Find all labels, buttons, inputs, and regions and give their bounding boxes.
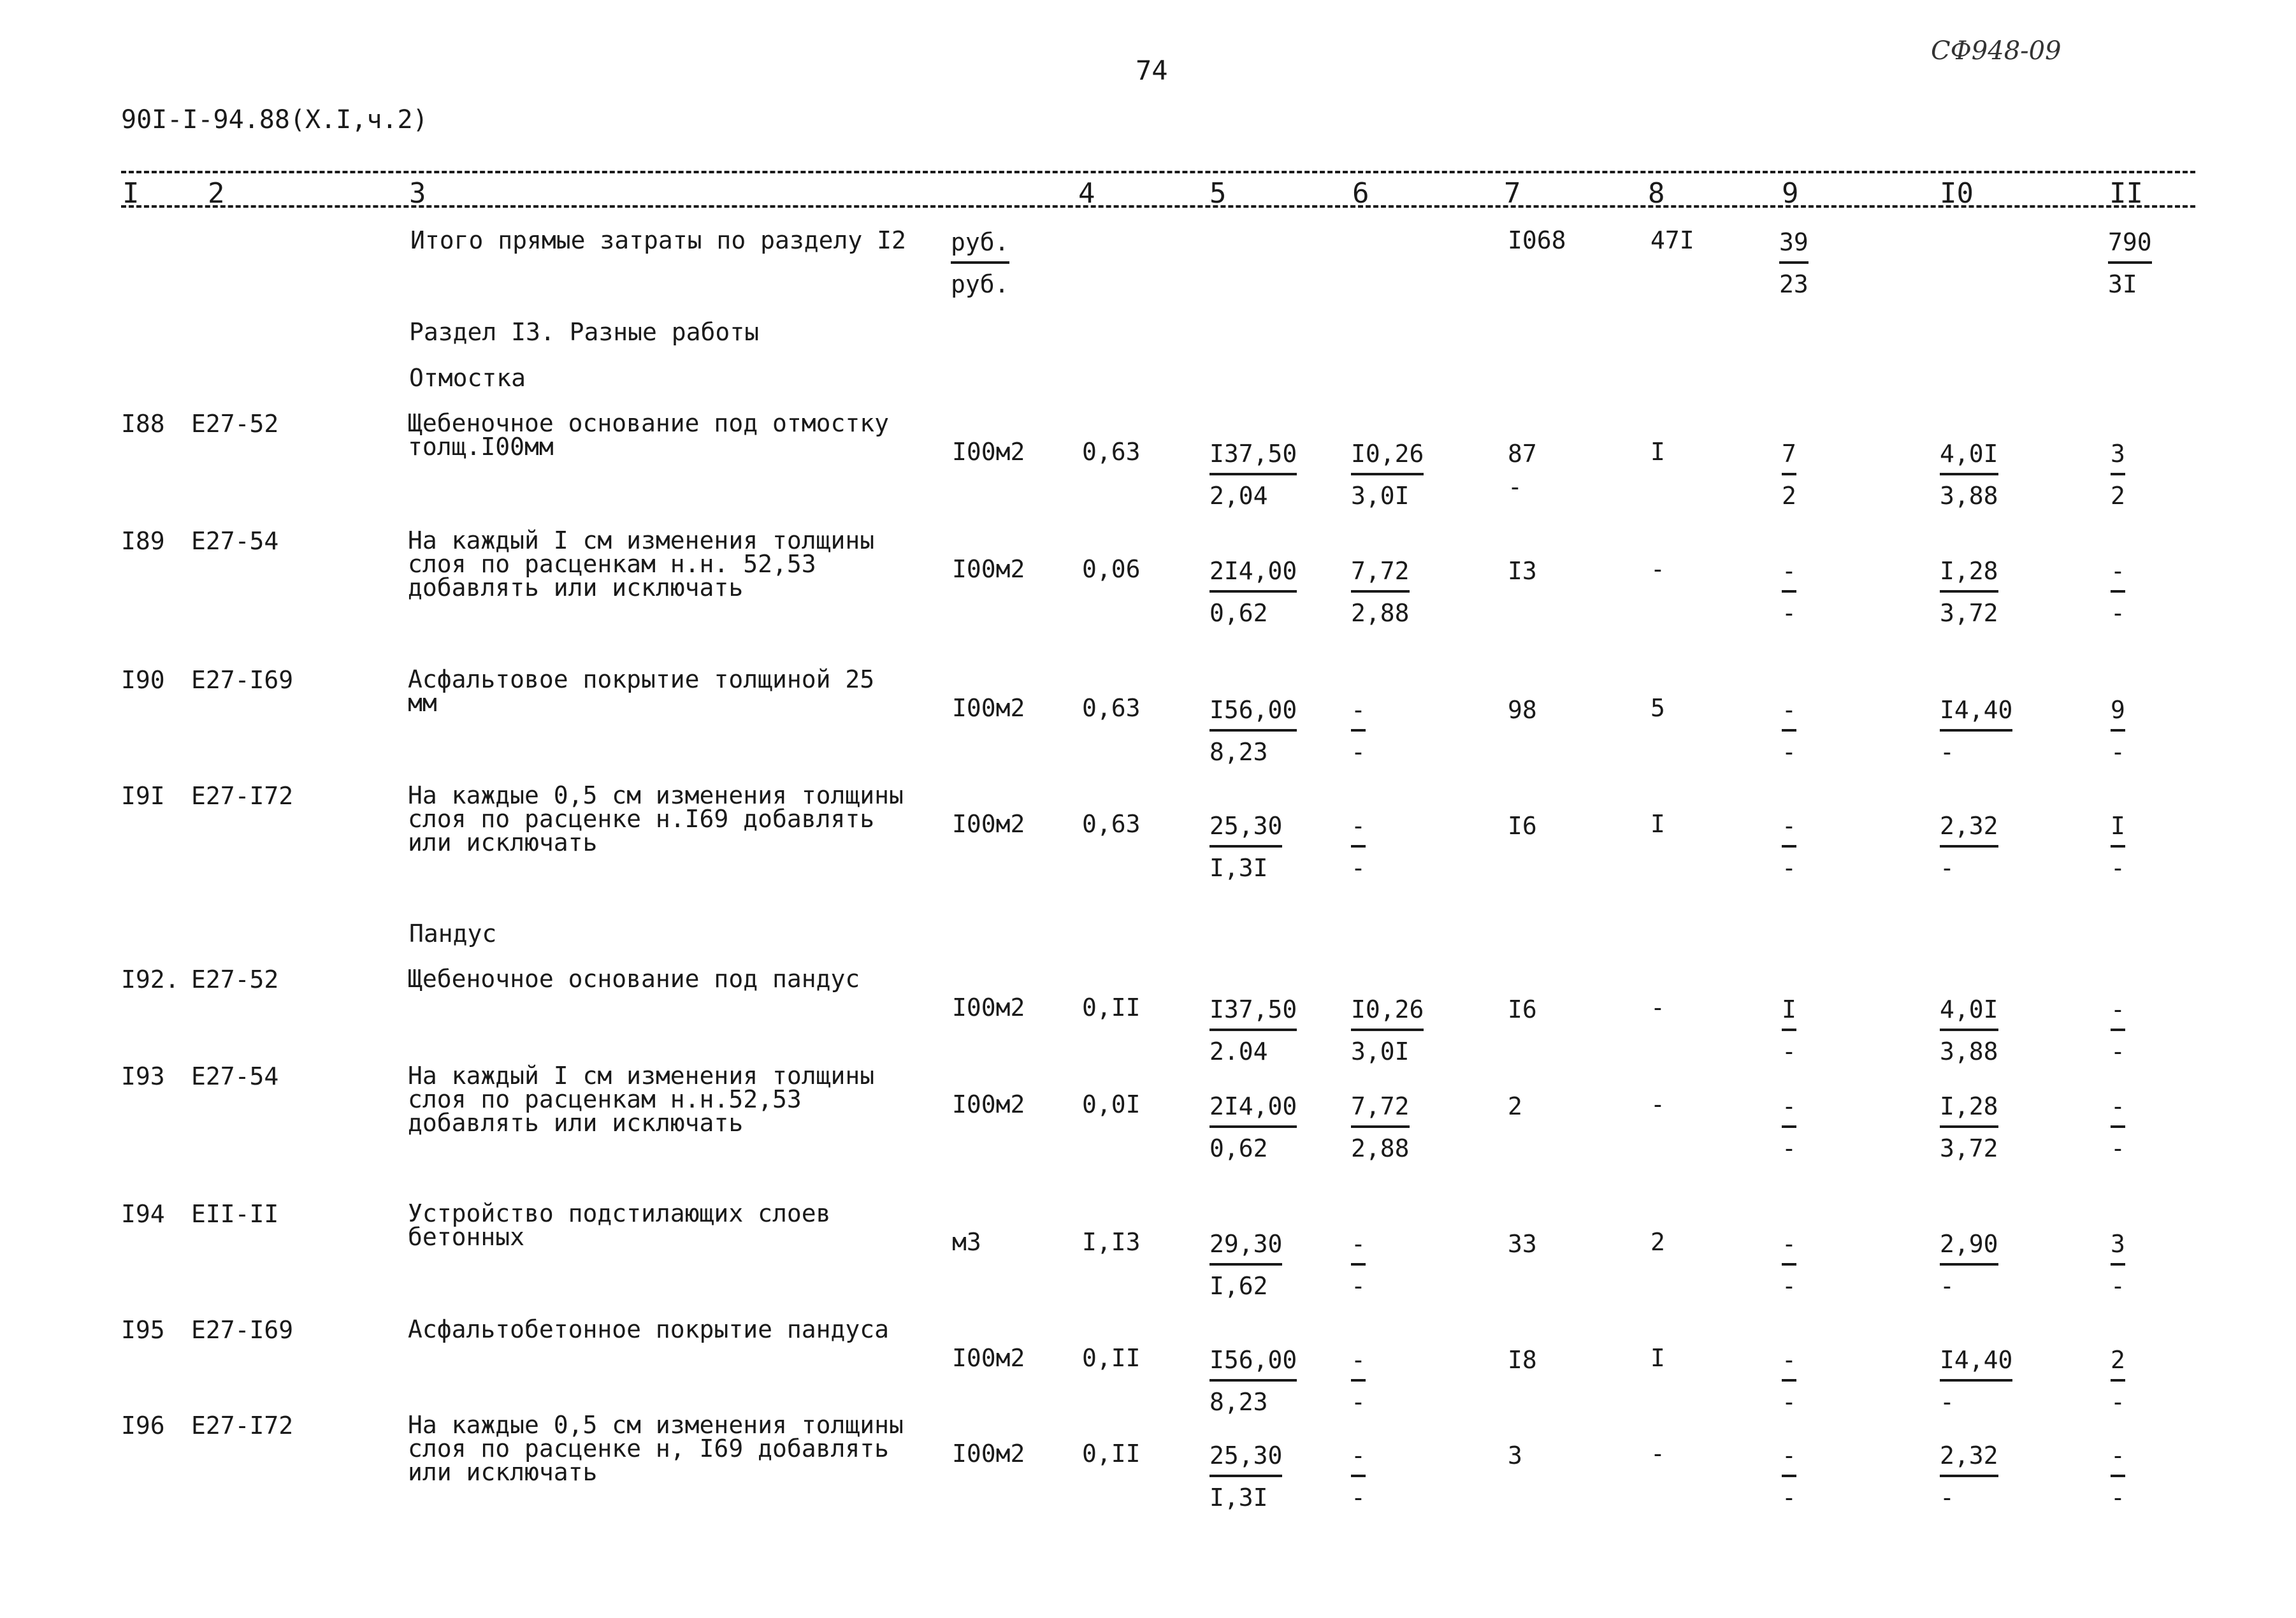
- value-c10: [1940, 1092, 1998, 1162]
- value-c11-bottom: -: [2111, 1379, 2125, 1416]
- value-c10-top: I4,40: [1940, 1346, 2013, 1374]
- work-description: Асфальтобетонное покрытие пандуса: [408, 1315, 889, 1343]
- value-c7: [1508, 1092, 1522, 1130]
- value-c7-top: 98: [1508, 696, 1537, 724]
- value-c11-top: 3: [2111, 440, 2125, 468]
- value-c10-top: I,28: [1940, 1092, 1998, 1120]
- value-c9-top: I: [1782, 995, 1796, 1023]
- work-description: На каждые 0,5 см изменения толщины слоя по расценке н.I69 добавлять или исключать: [408, 781, 904, 856]
- document-code: 90I-I-94.88(X.I,ч.2): [121, 105, 428, 134]
- value-c11-bottom: -: [2111, 845, 2125, 882]
- rate-code: Е27-54: [191, 1062, 279, 1090]
- archive-stamp: СФ948-09: [1931, 36, 2061, 66]
- value-c9-bottom: -: [1782, 1125, 1796, 1162]
- value-c6-top: -: [1351, 1230, 1366, 1258]
- value-c10-bottom: -: [1940, 1379, 2012, 1416]
- value-c11-top: 3: [2111, 1230, 2125, 1258]
- value-c5-top: 25,30: [1209, 812, 1283, 840]
- value-c10-bottom: -: [1940, 1263, 1998, 1300]
- quantity: 0,63: [1082, 438, 1141, 466]
- value-c6-top: I0,26: [1351, 440, 1424, 468]
- value-c9: [1782, 557, 1796, 627]
- rate-code: Е27-I69: [191, 1316, 294, 1344]
- value-c6: [1351, 995, 1424, 1065]
- value-c7: [1508, 995, 1537, 1034]
- value-c9-bottom: -: [1782, 1263, 1796, 1300]
- value-c11-top: -: [2111, 995, 2125, 1023]
- page-number: 74: [1136, 55, 1168, 86]
- unit: I00м2: [952, 694, 1025, 722]
- value-c5-bottom: I,62: [1209, 1263, 1282, 1300]
- work-description: На каждый I см изменения толщины слоя по расценкам н.н.52,53 добавлять или исключать: [408, 1062, 875, 1137]
- value-c5-bottom: 0,62: [1209, 590, 1297, 627]
- rate-code: Е27-54: [191, 527, 279, 555]
- total-col9-top: 39: [1779, 228, 1809, 256]
- value-c9-top: -: [1782, 1230, 1796, 1258]
- total-col11: [2108, 228, 2152, 298]
- subsection-otmostka: Отмостка: [409, 364, 526, 392]
- value-c7-mark: [1508, 1029, 1537, 1034]
- unit: I00м2: [952, 1090, 1025, 1118]
- value-c10-top: 4,0I: [1940, 995, 1998, 1023]
- value-c8: I: [1650, 1344, 1665, 1372]
- value-c8: 5: [1650, 694, 1665, 722]
- value-c9-bottom: -: [1782, 590, 1796, 627]
- value-c7-mark: [1508, 729, 1537, 734]
- value-c10-bottom: 3,88: [1940, 473, 1998, 510]
- row-number: I92.: [121, 965, 180, 993]
- value-c5-bottom: 2.04: [1209, 1029, 1297, 1065]
- value-c9-top: -: [1782, 1441, 1796, 1470]
- value-c9: [1782, 440, 1796, 510]
- value-c9-top: -: [1782, 812, 1796, 840]
- value-c10: [1940, 440, 1998, 510]
- value-c7-top: 2: [1508, 1092, 1522, 1120]
- value-c5-top: 2I4,00: [1209, 1092, 1297, 1120]
- value-c5-bottom: 8,23: [1209, 729, 1297, 766]
- value-c7-top: 87: [1508, 440, 1537, 468]
- value-c7-mark: [1508, 1125, 1522, 1130]
- value-c11: [2111, 812, 2125, 882]
- value-c6: [1351, 440, 1424, 510]
- total-label: Итого прямые затраты по разделу I2: [410, 226, 906, 254]
- value-c10-top: 2,32: [1940, 812, 1998, 840]
- value-c7: [1508, 440, 1537, 506]
- quantity: 0,II: [1082, 1440, 1141, 1468]
- value-c6: [1351, 1441, 1366, 1512]
- col-header-9: 9: [1782, 177, 1799, 210]
- quantity: I,I3: [1082, 1228, 1141, 1256]
- value-c5-bottom: 2,04: [1209, 473, 1297, 510]
- row-number: I95: [121, 1316, 165, 1344]
- row-number: I96: [121, 1412, 165, 1440]
- value-c6: [1351, 696, 1366, 766]
- value-c7-top: I6: [1508, 812, 1537, 840]
- row-number: I93: [121, 1062, 165, 1090]
- col-header-2: 2: [208, 177, 225, 210]
- value-c8: -: [1650, 993, 1665, 1022]
- value-c10-top: 2,32: [1940, 1441, 1998, 1470]
- value-c10-bottom: 3,88: [1940, 1029, 1998, 1065]
- col-header-5: 5: [1209, 177, 1227, 210]
- value-c10-top: 2,90: [1940, 1230, 1998, 1258]
- value-c5: [1209, 1230, 1282, 1300]
- total-unit-bottom: руб.: [951, 261, 1009, 298]
- value-c6-top: -: [1351, 812, 1366, 840]
- value-c11-bottom: -: [2111, 1125, 2125, 1162]
- value-c6-bottom: -: [1351, 729, 1366, 766]
- value-c9-bottom: -: [1782, 1029, 1796, 1065]
- row-number: I88: [121, 410, 165, 438]
- value-c6-bottom: -: [1351, 1379, 1366, 1416]
- value-c6-top: 7,72: [1351, 557, 1410, 585]
- value-c6-bottom: 3,0I: [1351, 1029, 1424, 1065]
- value-c10: [1940, 696, 2012, 766]
- value-c5-top: 29,30: [1209, 1230, 1283, 1258]
- value-c11-top: 2: [2111, 1346, 2125, 1374]
- value-c5: [1209, 696, 1297, 766]
- total-col9: [1779, 228, 1809, 298]
- value-c7-top: I3: [1508, 557, 1537, 585]
- value-c9-top: -: [1782, 557, 1796, 585]
- value-c5: [1209, 1092, 1297, 1162]
- value-c11-bottom: -: [2111, 729, 2125, 766]
- work-description: На каждые 0,5 см изменения толщины слоя по расценке н, I69 добавлять или исключать: [408, 1411, 904, 1486]
- section-title: Раздел I3. Разные работы: [409, 318, 760, 346]
- value-c8: 2: [1650, 1228, 1665, 1256]
- value-c11-bottom: -: [2111, 1029, 2125, 1065]
- row-number: I94: [121, 1200, 165, 1228]
- value-c5-top: I37,50: [1209, 440, 1297, 468]
- value-c6: [1351, 1230, 1366, 1300]
- value-c10: [1940, 1346, 2012, 1416]
- value-c11: [2111, 1092, 2125, 1162]
- rate-code: Е27-52: [191, 965, 279, 993]
- value-c7-mark: [1508, 590, 1537, 595]
- unit: I00м2: [952, 810, 1025, 838]
- quantity: 0,63: [1082, 694, 1141, 722]
- value-c9-bottom: 2: [1782, 473, 1796, 510]
- col-header-1: I: [122, 177, 140, 210]
- value-c7: [1508, 557, 1537, 595]
- value-c5-bottom: I,3I: [1209, 1475, 1282, 1512]
- work-description: На каждый I см изменения толщины слоя по расценкам н.н. 52,53 добавлять или исключать: [408, 526, 875, 602]
- value-c6-bottom: 2,88: [1351, 590, 1410, 627]
- total-col11-bottom: 3I: [2108, 261, 2152, 298]
- value-c7-mark: [1508, 1379, 1537, 1384]
- value-c5-top: 2I4,00: [1209, 557, 1297, 585]
- value-c6-top: -: [1351, 1441, 1366, 1470]
- total-unit: [951, 228, 1009, 298]
- work-description: Устройство подстилающих слоев бетонных: [408, 1199, 831, 1251]
- value-c10-top: I,28: [1940, 557, 1998, 585]
- value-c7: [1508, 812, 1537, 850]
- value-c7-mark: [1508, 1475, 1522, 1480]
- rate-code: Е27-52: [191, 410, 279, 438]
- rate-code: ЕII-II: [191, 1200, 279, 1228]
- value-c7-mark: [1508, 845, 1537, 850]
- value-c9: [1782, 1230, 1796, 1300]
- value-c9-bottom: -: [1782, 845, 1796, 882]
- unit: I00м2: [952, 555, 1025, 583]
- work-description: Щебеночное основание под отмостку толщ.I00мм: [408, 409, 889, 461]
- value-c5-top: I37,50: [1209, 995, 1297, 1023]
- value-c10-bottom: -: [1940, 845, 1998, 882]
- value-c7-top: 33: [1508, 1230, 1537, 1258]
- value-c6: [1351, 1092, 1410, 1162]
- work-description: Асфальтовое покрытие толщиной 25 мм: [408, 665, 875, 717]
- value-c10: [1940, 995, 1998, 1065]
- total-col9-bottom: 23: [1779, 261, 1809, 298]
- col-header-11: II: [2109, 177, 2143, 210]
- header-bottom-rule: [121, 205, 2195, 208]
- value-c9-top: 7: [1782, 440, 1796, 468]
- value-c9: [1782, 1092, 1796, 1162]
- value-c9: [1782, 812, 1796, 882]
- value-c10-bottom: -: [1940, 729, 2012, 766]
- value-c6-bottom: -: [1351, 845, 1366, 882]
- value-c10: [1940, 812, 1998, 882]
- value-c11-top: -: [2111, 1441, 2125, 1470]
- rate-code: Е27-I72: [191, 1412, 294, 1440]
- work-description: Щебеночное основание под пандус: [408, 965, 860, 993]
- value-c5: [1209, 440, 1297, 510]
- value-c11: [2111, 1441, 2125, 1512]
- row-number: I89: [121, 527, 165, 555]
- quantity: 0,II: [1082, 993, 1141, 1022]
- value-c7-top: I8: [1508, 1346, 1537, 1374]
- value-c6-top: -: [1351, 1346, 1366, 1374]
- quantity: 0,0I: [1082, 1090, 1141, 1118]
- subsection-pandus: Пандус: [409, 920, 497, 948]
- value-c7-mark: [1508, 1263, 1537, 1268]
- value-c7: [1508, 1230, 1537, 1268]
- row-number: I9I: [121, 782, 165, 810]
- value-c10: [1940, 1441, 1998, 1512]
- value-c11-top: -: [2111, 557, 2125, 585]
- value-c7: [1508, 696, 1537, 734]
- value-c5-top: 25,30: [1209, 1441, 1283, 1470]
- value-c11-top: 9: [2111, 696, 2125, 724]
- total-unit-top: руб.: [951, 228, 1009, 256]
- value-c9-top: -: [1782, 696, 1796, 724]
- value-c5: [1209, 1441, 1282, 1512]
- col-header-7: 7: [1504, 177, 1521, 210]
- total-col7: I068: [1508, 226, 1566, 254]
- value-c11: [2111, 440, 2125, 510]
- value-c9-top: -: [1782, 1346, 1796, 1374]
- value-c5-bottom: 0,62: [1209, 1125, 1297, 1162]
- value-c8: I: [1650, 438, 1665, 466]
- value-c11-bottom: 2: [2111, 473, 2125, 510]
- value-c9: [1782, 995, 1796, 1065]
- value-c6-top: -: [1351, 696, 1366, 724]
- value-c9-top: -: [1782, 1092, 1796, 1120]
- value-c10: [1940, 557, 1998, 627]
- quantity: 0,63: [1082, 810, 1141, 838]
- value-c10: [1940, 1230, 1998, 1300]
- value-c11-bottom: -: [2111, 590, 2125, 627]
- value-c8: -: [1650, 555, 1665, 583]
- value-c11-top: -: [2111, 1092, 2125, 1120]
- value-c10-top: 4,0I: [1940, 440, 1998, 468]
- value-c10-top: I4,40: [1940, 696, 2013, 724]
- value-c5-bottom: 8,23: [1209, 1379, 1297, 1416]
- value-c9-bottom: -: [1782, 729, 1796, 766]
- value-c7: [1508, 1346, 1537, 1384]
- quantity: 0,06: [1082, 555, 1141, 583]
- value-c9-bottom: -: [1782, 1379, 1796, 1416]
- value-c7-top: 3: [1508, 1441, 1522, 1470]
- value-c11: [2111, 696, 2125, 766]
- value-c9-bottom: -: [1782, 1475, 1796, 1512]
- col-header-8: 8: [1648, 177, 1665, 210]
- value-c5-top: I56,00: [1209, 696, 1297, 724]
- unit: м3: [952, 1228, 981, 1256]
- header-top-rule: [121, 171, 2195, 173]
- value-c6-bottom: -: [1351, 1263, 1366, 1300]
- value-c5: [1209, 812, 1282, 882]
- col-header-3: 3: [409, 177, 426, 210]
- value-c8: -: [1650, 1090, 1665, 1118]
- value-c8: I: [1650, 810, 1665, 838]
- unit: I00м2: [952, 1440, 1025, 1468]
- value-c10-bottom: 3,72: [1940, 590, 1998, 627]
- value-c9: [1782, 1441, 1796, 1512]
- value-c6-bottom: 3,0I: [1351, 473, 1424, 510]
- value-c11: [2111, 995, 2125, 1065]
- value-c5-top: I56,00: [1209, 1346, 1297, 1374]
- rate-code: Е27-I69: [191, 666, 294, 694]
- col-header-4: 4: [1078, 177, 1095, 210]
- total-col11-top: 790: [2108, 228, 2152, 256]
- value-c10-bottom: 3,72: [1940, 1125, 1998, 1162]
- row-number: I90: [121, 666, 165, 694]
- unit: I00м2: [952, 1344, 1025, 1372]
- value-c7: [1508, 1441, 1522, 1480]
- value-c11: [2111, 1230, 2125, 1300]
- rate-code: Е27-I72: [191, 782, 294, 810]
- total-col8: 47I: [1650, 226, 1694, 254]
- col-header-10: I0: [1940, 177, 1974, 210]
- unit: I00м2: [952, 993, 1025, 1022]
- value-c7-top: I6: [1508, 995, 1537, 1023]
- value-c6-bottom: 2,88: [1351, 1125, 1410, 1162]
- unit: I00м2: [952, 438, 1025, 466]
- value-c6: [1351, 1346, 1366, 1416]
- value-c11: [2111, 557, 2125, 627]
- value-c11: [2111, 1346, 2125, 1416]
- value-c5: [1209, 1346, 1297, 1416]
- value-c6: [1351, 557, 1410, 627]
- value-c6: [1351, 812, 1366, 882]
- value-c11-top: I: [2111, 812, 2125, 840]
- value-c5-bottom: I,3I: [1209, 845, 1282, 882]
- value-c11-bottom: -: [2111, 1263, 2125, 1300]
- value-c5: [1209, 995, 1297, 1065]
- value-c6-top: 7,72: [1351, 1092, 1410, 1120]
- value-c9: [1782, 1346, 1796, 1416]
- value-c9: [1782, 696, 1796, 766]
- quantity: 0,II: [1082, 1344, 1141, 1372]
- value-c11-bottom: -: [2111, 1475, 2125, 1512]
- value-c6-bottom: -: [1351, 1475, 1366, 1512]
- value-c5: [1209, 557, 1297, 627]
- value-c6-top: I0,26: [1351, 995, 1424, 1023]
- col-header-6: 6: [1352, 177, 1369, 210]
- value-c7-mark: -: [1508, 473, 1522, 501]
- value-c8: -: [1650, 1440, 1665, 1468]
- value-c10-bottom: -: [1940, 1475, 1998, 1512]
